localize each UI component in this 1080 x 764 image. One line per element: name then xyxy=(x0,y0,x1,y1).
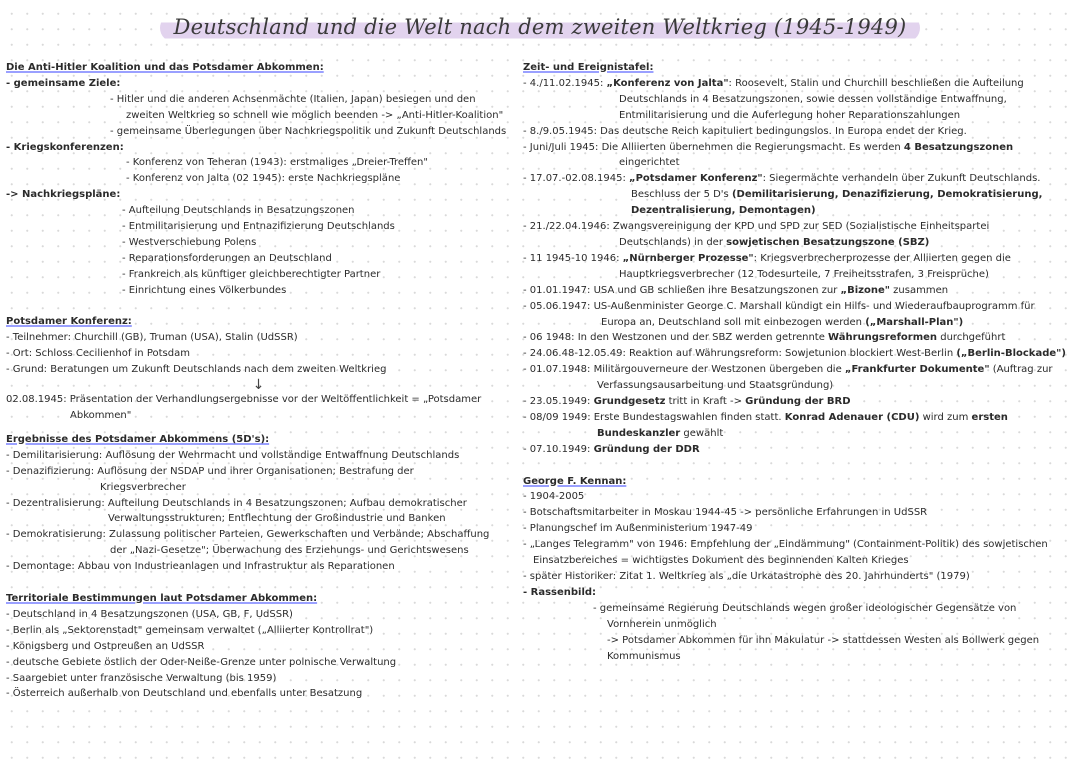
territorial-section xyxy=(6,591,511,702)
territorial-heading: Territoriale Bestimmungen laut Potsdamer Abkommen: xyxy=(6,592,318,604)
kennan-item: - „Langes Telegramm" von 1946: Empfehlung der „Eindämmung" (Containment-Politik) des sowjetischen xyxy=(523,539,1048,551)
timeline-entry: - 01.07.1948: Militärgouverneure der Westzonen übergeben die „Frankfurter Dokumente" (Auftrag zur xyxy=(523,364,1053,376)
potsdam-line: - Grund: Beratungen um Zukunft Deutschlands nach dem zweiten Weltkrieg xyxy=(6,364,387,376)
plan-item: - Westverschiebung Polens xyxy=(122,236,257,248)
rassenbild-item-cont: Vornherein unmöglich xyxy=(607,618,717,630)
conference-item: - Konferenz von Jalta (02 1945): erste Nachkriegspläne xyxy=(126,173,401,185)
result-item-cont: Verwaltungsstrukturen; Entflechtung der Großindustrie und Banken xyxy=(108,513,446,525)
goals-label: - gemeinsame Ziele: xyxy=(6,77,121,89)
timeline-entry-cont: Hauptkriegsverbrecher (12 Todesurteile, 7 Freiheitsstrafen, 3 Freisprüche) xyxy=(619,268,989,280)
timeline-entry-cont: Entmilitarisierung und die Auferlegung hoher Reparationszahlungen xyxy=(619,109,961,121)
timeline-entry-cont: Beschluss der 5 D's (Demilitarisierung, Denazifizierung, Demokratisierung, xyxy=(631,189,1043,201)
kennan-item: - Planungschef im Außenministerium 1947-49 xyxy=(523,523,753,535)
coalition-section xyxy=(6,60,511,299)
down-arrow-icon: ↓ xyxy=(252,377,265,394)
results-section xyxy=(6,432,511,575)
result-item-cont: Kriegsverbrecher xyxy=(100,481,186,493)
rassenbild-item-cont: Kommunismus xyxy=(607,650,681,662)
coalition-heading: Die Anti-Hitler Koalition und das Potsdamer Abkommen: xyxy=(6,62,324,73)
timeline-entry: - Juni/Juli 1945: Die Alliierten übernehmen die Regierungsmacht. Es werden 4 Besatzungszonen xyxy=(523,141,1014,153)
kennan-heading: George F. Kennan: xyxy=(523,475,627,487)
plan-item: - Einrichtung eines Völkerbundes xyxy=(122,284,287,296)
result-item: - Dezentralisierung: Aufteilung Deutschlands in 4 Besatzungszonen; Aufbau demokratischer xyxy=(6,497,467,509)
rassenbild-label: - Rassenbild: xyxy=(523,586,597,598)
kennan-item-cont: Einsatzbereiches = wichtigstes Dokument des beginnenden Kalten Krieges xyxy=(533,555,909,567)
timeline-entry: - 23.05.1949: Grundgesetz tritt in Kraft -> Gründung der BRD xyxy=(523,396,851,408)
goal-item: zweiten Weltkrieg so schnell wie möglich beenden -> „Anti-Hitler-Koalition" xyxy=(126,109,504,121)
timeline-entry: - 01.01.1947: USA und GB schließen ihre Besatzungszonen zur „Bizone" zusammen xyxy=(523,284,949,296)
timeline-entry: - 17.07.-02.08.1945: „Potsdamer Konferenz": Siegermächte verhandeln über Zukunft Deutschlands. xyxy=(523,173,1041,185)
potsdam-section xyxy=(6,314,511,423)
kennan-item: - Botschaftsmitarbeiter in Moskau 1944-45 -> persönliche Erfahrungen in UdSSR xyxy=(523,507,928,519)
presentation-line: 02.08.1945: Präsentation der Verhandlungsergebnisse vor der Weltöffentlichkeit = „Potsdamer xyxy=(6,394,482,406)
timeline-entry-cont: Deutschlands in 4 Besatzungszonen, sowie dessen vollständige Entwaffnung, xyxy=(619,93,1007,105)
conferences-label: - Kriegskonferenzen: xyxy=(6,141,124,153)
plan-item: - Aufteilung Deutschlands in Besatzungszonen xyxy=(122,205,355,217)
timeline-entry: - 4./11.02.1945: „Konferenz von Jalta": Roosevelt, Stalin und Churchill beschließen die Aufteilung xyxy=(523,77,1024,89)
plan-item: - Frankreich als künftiger gleichberechtigter Partner xyxy=(122,268,381,280)
timeline-entry-cont: Bundeskanzler gewählt xyxy=(597,427,724,439)
territorial-item: - Königsberg und Ostpreußen an UdSSR xyxy=(6,640,205,652)
territorial-item: - Saargebiet unter französische Verwaltung (bis 1959) xyxy=(6,672,277,684)
timeline-entry: - 21./22.04.1946: Zwangsvereinigung der KPD und SPD zur SED (Sozialistische Einheitspartei xyxy=(523,221,990,233)
rassenbild-item: - gemeinsame Regierung Deutschlands wegen großer ideologischer Gegensätze von xyxy=(593,602,1017,614)
territorial-item: - Berlin als „Sektorenstadt" gemeinsam verwaltet („Alliierter Kontrollrat") xyxy=(6,624,374,636)
plan-item: - Entmilitarisierung und Entnazifizierung Deutschlands xyxy=(122,221,395,233)
timeline-entry: - 24.06.48-12.05.49: Reaktion auf Währungsreform: Sowjetunion blockiert West-Berlin („Berlin-Blockade") xyxy=(523,348,1066,360)
timeline-entry: - 06 1948: In den Westzonen und der SBZ werden getrennte Währungsreformen durchgeführt xyxy=(523,332,1006,344)
goal-item: - gemeinsame Überlegungen über Nachkriegspolitik und Zukunft Deutschlands xyxy=(110,125,507,137)
timeline-entry-cont: Verfassungsausarbeitung und Staatsgründung) xyxy=(597,380,834,392)
timeline-entry-cont: Europa an, Deutschland soll mit einbezogen werden („Marshall-Plan") xyxy=(601,316,964,328)
timeline-entry: - 8./9.05.1945: Das deutsche Reich kapituliert bedingungslos. In Europa endet der Krieg. xyxy=(523,125,967,137)
territorial-item: - deutsche Gebiete östlich der Oder-Neiße-Grenze unter polnische Verwaltung xyxy=(6,656,397,668)
potsdam-heading: Potsdamer Konferenz: xyxy=(6,316,132,328)
timeline-section xyxy=(523,60,1075,458)
presentation-line-cont: Abkommen" xyxy=(70,410,132,422)
territorial-item: - Österreich außerhalb von Deutschland und ebenfalls unter Besatzung xyxy=(6,688,363,700)
kennan-item: - 1904-2005 xyxy=(523,491,585,503)
timeline-entry: - 05.06.1947: US-Außenminister George C. Marshall kündigt ein Hilfs- und Wiederaufbauprogramm für xyxy=(523,300,1035,312)
result-item: - Demilitarisierung: Auflösung der Wehrmacht und vollständige Entwaffnung Deutschlands xyxy=(6,449,460,461)
page-title: Deutschland und die Welt nach dem zweiten Weltkrieg (1945-1949) xyxy=(160,14,921,42)
potsdam-line: - Ort: Schloss Cecilienhof in Potsdam xyxy=(6,348,190,360)
timeline-entry-cont: eingerichtet xyxy=(619,157,680,169)
timeline-heading: Zeit- und Ereignistafel: xyxy=(523,62,654,73)
results-heading: Ergebnisse des Potsdamer Abkommens (5D's): xyxy=(6,433,270,445)
kennan-section xyxy=(523,474,1075,665)
timeline-entry-cont: Deutschlands) in der sowjetischen Besatzungszone (SBZ) xyxy=(619,236,930,248)
title-container xyxy=(0,14,1080,42)
plan-item: - Reparationsforderungen an Deutschland xyxy=(122,252,332,264)
potsdam-line: - Teilnehmer: Churchill (GB), Truman (USA), Stalin (UdSSR) xyxy=(6,332,298,344)
left-column xyxy=(6,60,511,702)
result-item: - Denazifizierung: Auflösung der NSDAP und ihrer Organisationen; Bestrafung der xyxy=(6,465,414,477)
result-item: - Demontage: Abbau von Industrieanlagen und Infrastruktur als Reparationen xyxy=(6,561,395,573)
kennan-item: - später Historiker: Zitat 1. Weltkrieg als „die Urkatastrophe des 20. Jahrhunderts" (1979) xyxy=(523,570,970,582)
right-column xyxy=(523,60,1075,664)
result-item: - Demokratisierung: Zulassung politischer Parteien, Gewerkschaften und Verbände; Abschaffung xyxy=(6,529,490,541)
timeline-entry-cont: Dezentralisierung, Demontagen) xyxy=(631,205,816,217)
conference-item: - Konferenz von Teheran (1943): erstmaliges „Dreier-Treffen" xyxy=(126,157,428,169)
timeline-entry: - 08/09 1949: Erste Bundestagswahlen finden statt. Konrad Adenauer (CDU) wird zum ersten xyxy=(523,411,1008,423)
timeline-entry: - 07.10.1949: Gründung der DDR xyxy=(523,443,700,455)
goal-item: - Hitler und die anderen Achsenmächte (Italien, Japan) besiegen und den xyxy=(110,93,476,105)
result-item-cont: der „Nazi-Gesetze"; Überwachung des Erziehungs- und Gerichtswesens xyxy=(110,545,469,557)
plans-label: -> Nachkriegspläne: xyxy=(6,189,121,201)
territorial-item: - Deutschland in 4 Besatzungszonen (USA, GB, F, UdSSR) xyxy=(6,608,293,620)
timeline-entry: - 11 1945-10 1946: „Nürnberger Prozesse": Kriegsverbrecherprozesse der Alliierten gegen die xyxy=(523,252,1011,264)
rassenbild-item: -> Potsdamer Abkommen für ihn Makulatur -> stattdessen Westen als Bollwerk gegen xyxy=(607,634,1040,646)
